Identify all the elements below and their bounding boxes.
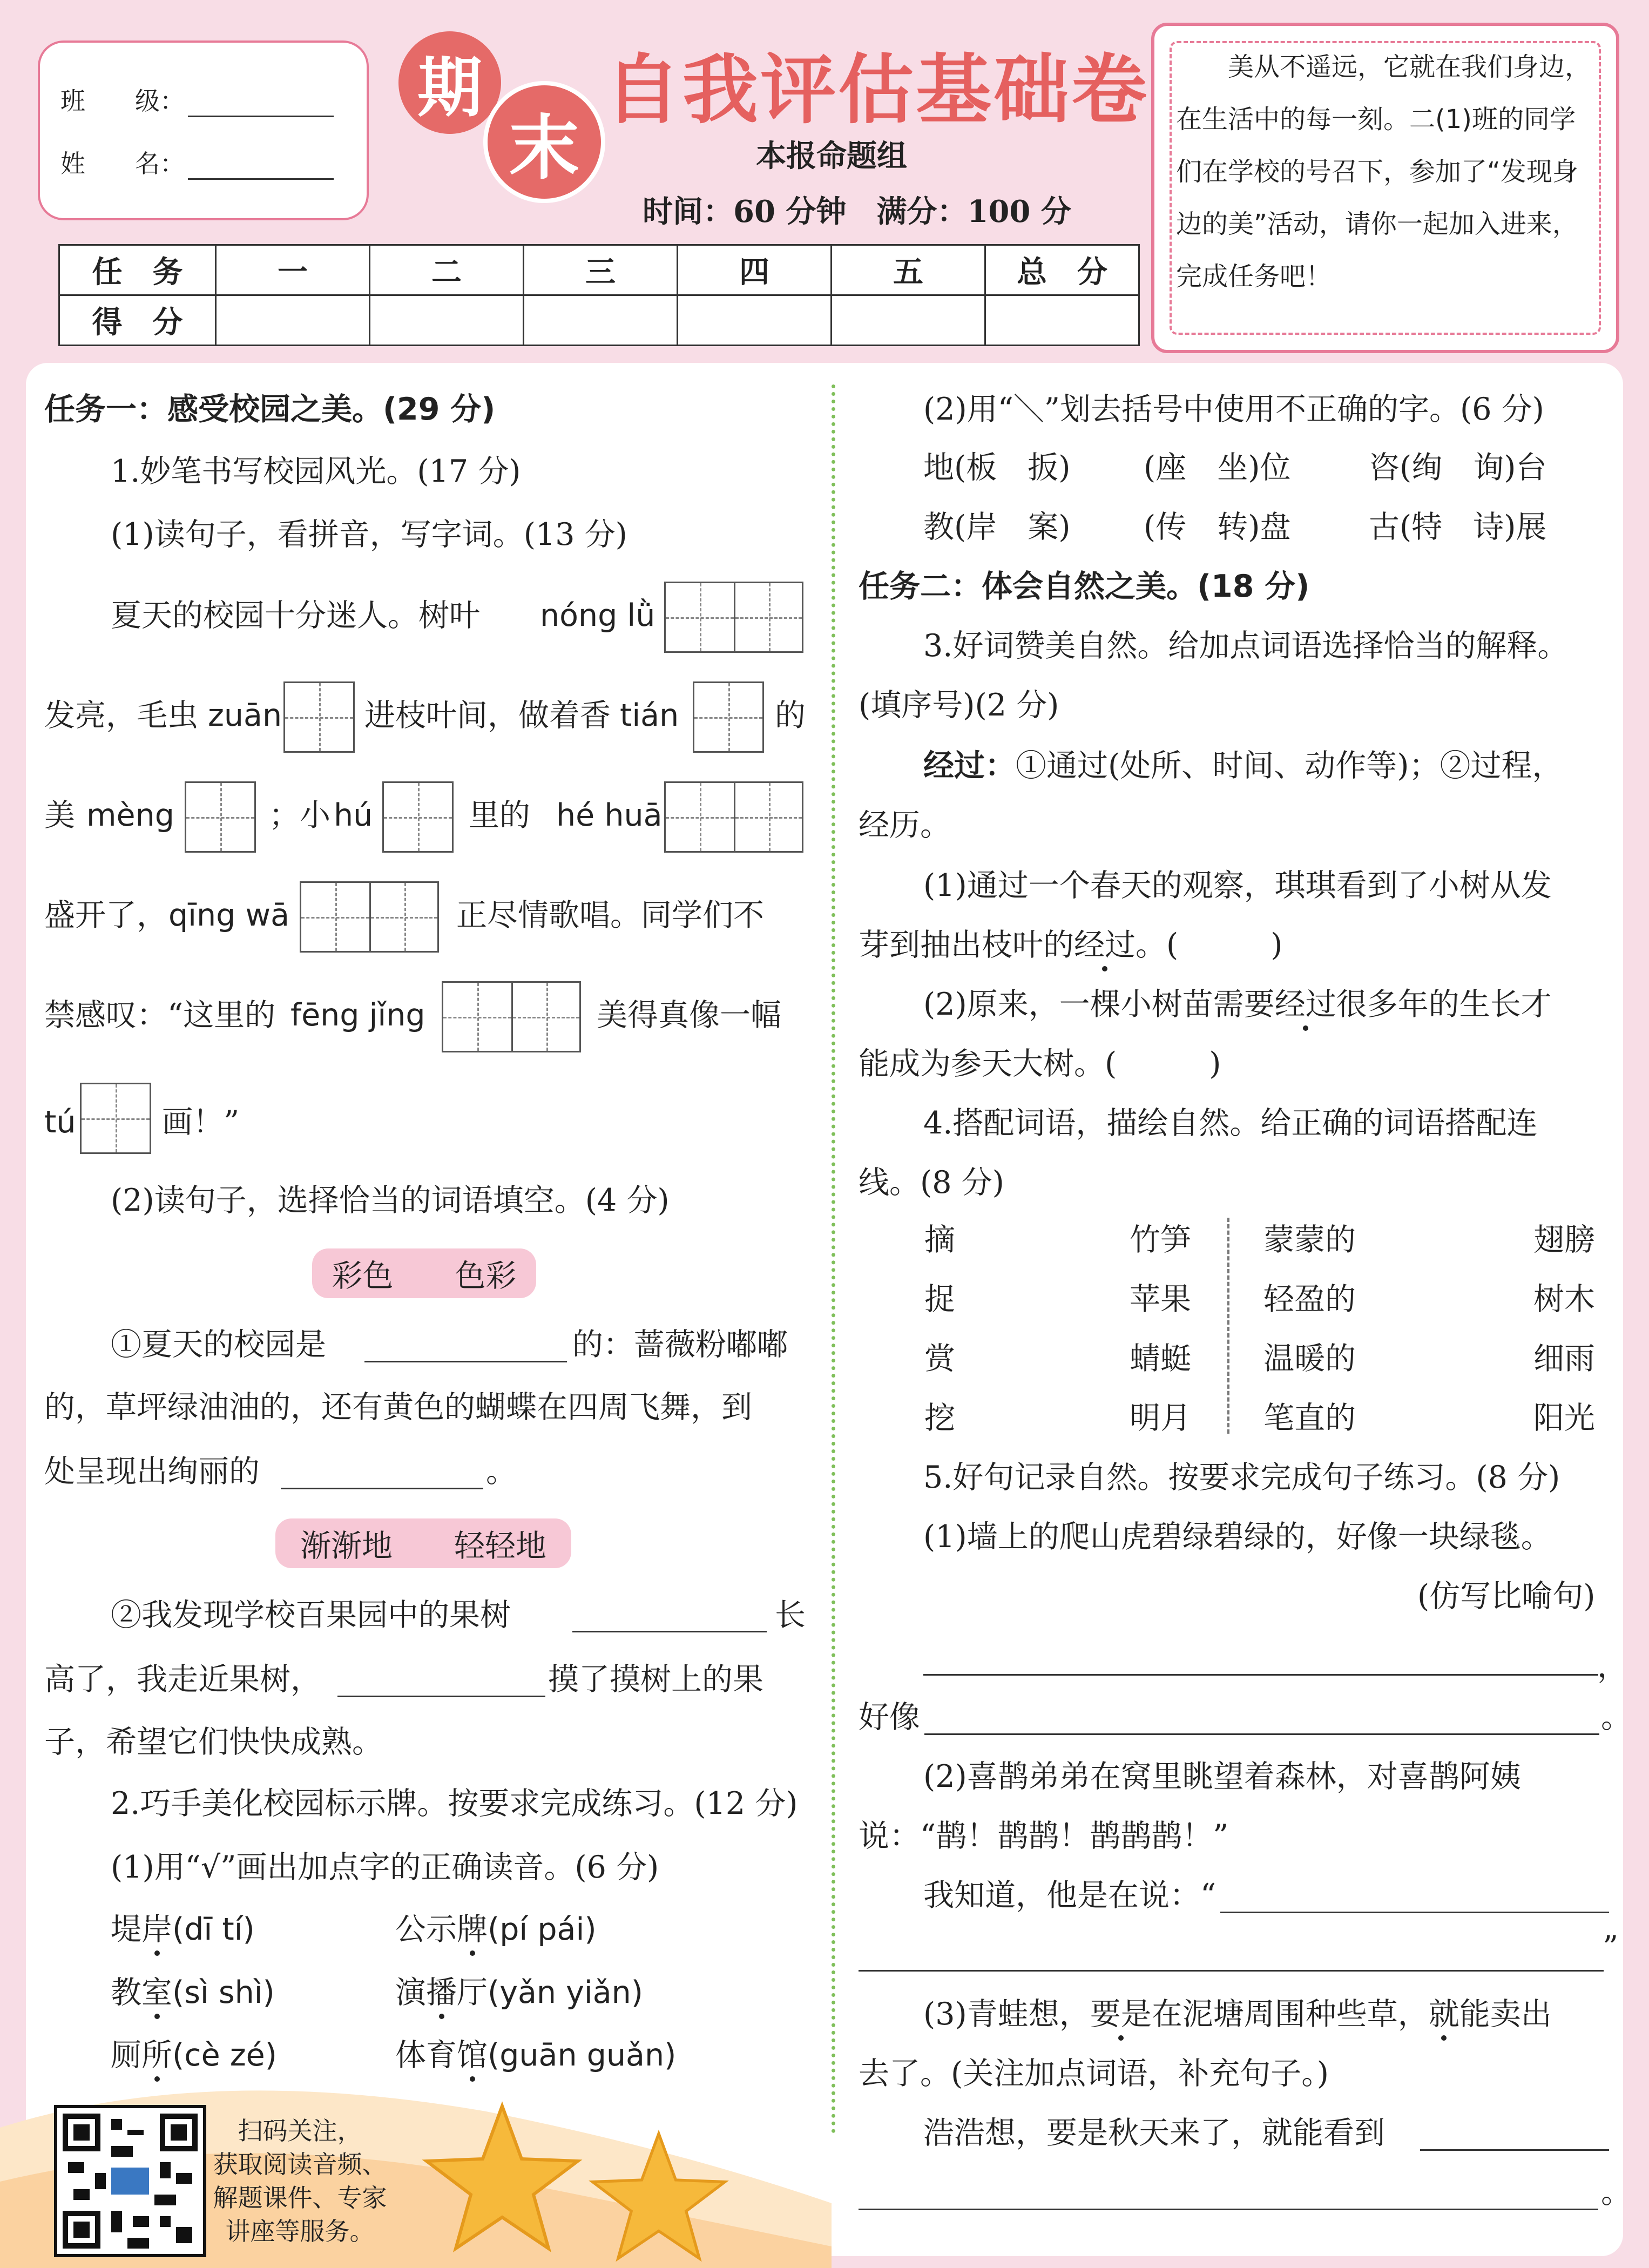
task2-heading: 任务二：体会自然之美。(18 分) — [859, 569, 1310, 604]
pinyin-text: 夏天的校园十分迷人。树叶 — [111, 598, 480, 633]
score-input[interactable] — [524, 295, 678, 346]
match-word[interactable]: 细雨 — [1533, 1341, 1595, 1376]
char-choice[interactable]: 教(岸 案) — [923, 509, 1071, 545]
answer-line[interactable] — [859, 1970, 1604, 1972]
reading-pinyin[interactable]: (pí pái) — [488, 1912, 597, 1947]
pinyin-tu: tú — [44, 1104, 76, 1140]
reading-item — [111, 2037, 277, 2073]
dotted-char: 播 — [426, 1975, 457, 2010]
column-divider — [832, 384, 835, 2134]
pinyin-hu: hú — [334, 798, 373, 833]
fill-blank[interactable] — [281, 1488, 483, 1489]
q2-1-heading: (1)用“√”画出加点字的正确读音。(6 分) — [111, 1850, 659, 1885]
pinyin-text: ；小 — [269, 798, 330, 833]
q5-heading: 5.好句记录自然。按要求完成句子练习。(8 分) — [923, 1460, 1560, 1495]
dotted-char: 岸 — [141, 1912, 172, 1947]
q3-sentence — [923, 989, 1552, 1020]
definition — [923, 748, 1563, 784]
writing-grid[interactable] — [283, 681, 355, 753]
name-field[interactable] — [188, 157, 334, 180]
q3-sentence: (1)通过一个春天的观察，琪琪看到了小树从发 — [923, 868, 1552, 903]
definition-text: 经历。 — [859, 807, 951, 843]
reading-item — [395, 2037, 677, 2073]
match-word[interactable]: 挖 — [924, 1400, 955, 1436]
pinyin-hehua: hé huā — [556, 798, 663, 833]
q3-heading: 3.好词赞美自然。给加点词语选择恰当的解释。 — [923, 628, 1569, 664]
time-info: 时间：60 分钟 满分：100 分 — [643, 194, 1071, 230]
sentence-text: ②我发现学校百果园中的果树 — [111, 1597, 511, 1633]
title-circle-qi: 期 — [398, 31, 501, 134]
pinyin-tian: tián — [620, 698, 679, 733]
q2-heading: 2.巧手美化校园标示牌。按要求完成练习。(12 分) — [111, 1786, 798, 1821]
q1-heading: 1.妙笔书写校园风光。(17 分) — [111, 454, 521, 489]
match-word[interactable]: 摘 — [924, 1222, 955, 1258]
dotted-char: 馆 — [457, 2037, 488, 2073]
writing-grid[interactable] — [664, 582, 803, 653]
sentence-text: 子，希望它们快快成熟。 — [44, 1724, 383, 1760]
score-input[interactable] — [370, 295, 524, 346]
char-choice[interactable]: (座 坐)位 — [1144, 450, 1291, 485]
pinyin-meng: mèng — [86, 798, 174, 833]
sentence-text: 。 — [486, 1454, 517, 1489]
name-label: 姓 名： — [60, 149, 185, 178]
match-word[interactable]: 温暖的 — [1263, 1341, 1356, 1376]
char-choice[interactable]: 地(板 扳) — [923, 450, 1071, 485]
pinyin-nonglv: nóng lǜ — [540, 598, 655, 633]
score-cell: 任 务 — [59, 245, 216, 295]
reading-item — [111, 1977, 275, 2008]
q3-text: 芽到抽出枝叶的 — [859, 927, 1074, 963]
q5-3-text: (3)青蛙想， — [923, 1996, 1090, 2032]
dotted-word: 经过 — [1274, 987, 1336, 1022]
sentence-text: ①夏天的校园是 — [111, 1327, 326, 1362]
char-choice[interactable]: 古(特 诗)展 — [1369, 509, 1547, 545]
score-cell: 二 — [370, 245, 524, 295]
star-icon — [416, 2095, 589, 2257]
q3-sentence — [859, 927, 1283, 963]
score-cell: 四 — [678, 245, 832, 295]
score-table-header-row — [59, 245, 1139, 295]
answer-line[interactable] — [859, 2209, 1598, 2210]
answer-line[interactable] — [924, 1733, 1599, 1735]
reading-item — [395, 1914, 597, 1945]
match-word[interactable]: 竹笋 — [1130, 1222, 1191, 1258]
reading-char: 厅 — [457, 1975, 488, 2010]
match-word[interactable]: 捉 — [924, 1281, 955, 1317]
dotted-char: 所 — [141, 2037, 172, 2073]
definition-label: 经过： — [923, 748, 1016, 784]
dotted-word: 经过 — [1074, 927, 1136, 963]
q5-3-sentence: 去了。(关注加点词语，补充句子。) — [859, 2056, 1329, 2091]
writing-grid[interactable] — [442, 981, 581, 1052]
q3-text: 很多年的生长才 — [1336, 987, 1552, 1022]
task1-heading: 任务一：感受校园之美。(29 分) — [44, 392, 496, 427]
match-word[interactable]: 翅膀 — [1533, 1222, 1595, 1258]
q2-2-heading: (2)用“＼”划去括号中使用不正确的字。(6 分) — [923, 392, 1544, 427]
fill-blank[interactable] — [572, 1631, 767, 1632]
answer-line[interactable] — [1220, 1912, 1609, 1913]
score-cell: 总 分 — [985, 245, 1139, 295]
sentence-text: 的：蔷薇粉嘟嘟 — [572, 1327, 788, 1362]
name-row — [60, 144, 334, 180]
punctuation: ， — [1597, 1649, 1628, 1684]
q5-2-prompt: 我知道，他是在说：“ — [923, 1878, 1217, 1913]
title-circle-mo: 末 — [483, 81, 605, 203]
match-word[interactable]: 阳光 — [1533, 1400, 1595, 1436]
match-word[interactable]: 笔直的 — [1263, 1400, 1356, 1436]
q5-2-sentence: 说：“鹊！鹊鹊！鹊鹊鹊！” — [859, 1818, 1229, 1854]
reading-item — [111, 1914, 255, 1945]
pinyin-text: 美得真像一幅 — [597, 997, 781, 1033]
reading-char: 教 — [111, 1975, 141, 2010]
pinyin-fengjing: fēng jǐng — [290, 997, 425, 1033]
q3-text: (2)原来，一棵小树苗需要 — [923, 987, 1275, 1022]
reading-char: 演 — [395, 1975, 426, 2010]
pinyin-text: 禁感叹：“这里的 — [44, 997, 276, 1033]
writing-grid[interactable] — [693, 681, 764, 753]
haoxiang-label: 好像 — [859, 1699, 920, 1735]
dotted-char: 室 — [141, 1975, 172, 2010]
word-choice-pill: 渐渐地 轻轻地 — [275, 1518, 571, 1568]
score-input[interactable] — [678, 295, 832, 346]
writing-grid[interactable] — [664, 781, 803, 853]
writing-grid[interactable] — [382, 781, 454, 853]
definition-text: ①通过(处所、时间、动作等)；②过程， — [1016, 748, 1563, 784]
char-choice[interactable]: 咨(绚 询)台 — [1369, 450, 1547, 485]
pinyin-text: 的 — [775, 698, 806, 733]
score-table — [58, 244, 1140, 346]
pinyin-zuan: zuān — [208, 698, 282, 733]
sentence-text: 长 — [775, 1597, 806, 1633]
match-word[interactable]: 轻盈的 — [1263, 1281, 1356, 1317]
q1-1-heading: (1)读句子，看拼音，写字词。(13 分) — [111, 517, 627, 552]
punctuation: 。 — [1601, 1699, 1632, 1735]
sentence-text: 高了，我走近果树， — [44, 1662, 321, 1697]
qr-caption-line: 获取阅读音频、 — [213, 2150, 387, 2179]
writing-grid[interactable] — [80, 1083, 151, 1154]
q3-sentence[interactable]: 能成为参天大树。( ) — [859, 1046, 1221, 1082]
q5-1-sentence: (1)墙上的爬山虎碧绿碧绿的，好像一块绿毯。 — [923, 1519, 1552, 1555]
qr-caption — [212, 2114, 388, 2248]
match-word[interactable]: 树木 — [1533, 1281, 1595, 1317]
pinyin-text: 里的 — [469, 798, 530, 833]
star-icon — [583, 2122, 734, 2268]
class-field[interactable] — [188, 94, 334, 117]
q5-3-text: 能卖出 — [1459, 1996, 1552, 2032]
q5-3-text: 在泥塘周围种些草， — [1151, 1996, 1429, 2032]
qr-code-icon[interactable] — [54, 2105, 206, 2257]
q4-heading: 4.搭配词语，描绘自然。给正确的词语搭配连 — [923, 1105, 1538, 1141]
pinyin-qingwa: qīng wā — [168, 897, 289, 933]
score-input[interactable] — [985, 295, 1139, 346]
sentence-text: 的，草坪绿油油的，还有黄色的蝴蝶在四周飞舞，到 — [44, 1389, 752, 1425]
reading-pinyin[interactable]: (dī tí) — [172, 1912, 255, 1947]
dotted-word: 要是 — [1090, 1996, 1152, 2032]
match-word[interactable]: 赏 — [924, 1341, 955, 1376]
answer-line[interactable] — [923, 1674, 1598, 1676]
reading-char: 公示 — [395, 1912, 457, 1947]
qr-caption-line: 解题课件、专家 — [213, 2183, 387, 2212]
match-word[interactable]: 蒙蒙的 — [1263, 1222, 1356, 1258]
reading-item — [395, 1977, 643, 2008]
fill-blank[interactable] — [364, 1361, 567, 1362]
match-separator — [1227, 1218, 1229, 1434]
reading-pinyin[interactable]: (cè zé) — [172, 2037, 277, 2073]
page-title: 自我评估基础卷 — [605, 46, 1150, 134]
punctuation: 。 — [1601, 2175, 1632, 2210]
answer-paren[interactable]: 。( ) — [1136, 927, 1283, 963]
class-label: 班 级： — [60, 86, 185, 116]
editor-label: 本报命题组 — [756, 139, 907, 174]
score-cell: 五 — [832, 245, 985, 295]
student-info-box — [38, 40, 369, 220]
pinyin-text: 正尽情歌唱。同学们不 — [456, 897, 764, 933]
writing-grid[interactable] — [185, 781, 256, 853]
match-word[interactable]: 苹果 — [1130, 1281, 1191, 1317]
pinyin-text: 盛开了， — [44, 897, 167, 933]
qr-caption-line: 讲座等服务。 — [225, 2217, 375, 2246]
q5-1-requirement: (仿写比喻句) — [1417, 1578, 1596, 1614]
reading-char: 体育 — [395, 2037, 457, 2073]
word-choice-pill: 彩色 色彩 — [312, 1248, 536, 1298]
intro-note — [1151, 23, 1619, 353]
dotted-word: 就 — [1428, 1996, 1459, 2032]
match-word[interactable]: 蜻蜓 — [1130, 1341, 1191, 1376]
score-cell: 一 — [216, 245, 370, 295]
pinyin-text: 进枝叶间，做着香 — [364, 698, 611, 733]
q1-2-heading: (2)读句子，选择恰当的词语填空。(4 分) — [111, 1183, 670, 1218]
score-input[interactable] — [216, 295, 370, 346]
dotted-char: 牌 — [457, 1912, 488, 1947]
reading-pinyin[interactable]: (sì shì) — [172, 1975, 275, 2010]
answer-line[interactable] — [1420, 2149, 1609, 2151]
sentence-text: 摸了摸树上的果 — [548, 1662, 763, 1697]
fill-blank[interactable] — [337, 1696, 545, 1697]
q5-3-sentence — [923, 1996, 1552, 2032]
q3-heading-cont: (填序号)(2 分) — [859, 687, 1059, 723]
q4-heading-cont: 线。(8 分) — [859, 1165, 1004, 1200]
score-input[interactable] — [832, 295, 985, 346]
sentence-text: 处呈现出绚丽的 — [44, 1454, 260, 1489]
reading-char: 堤 — [111, 1912, 141, 1947]
reading-pinyin[interactable]: (guān guǎn) — [488, 2037, 677, 2073]
qr-caption-line: 扫码关注， — [238, 2116, 362, 2145]
punctuation: ” — [1603, 1929, 1619, 1965]
intro-text: 美从不遥远，它就在我们身边，在生活中的每一刻。二(1)班的同学们在学校的号召下，参加了“发现身边的美”活动，请你一起加入进来，完成任务吧！ — [1176, 52, 1591, 292]
match-word[interactable]: 明月 — [1130, 1400, 1191, 1436]
score-table-score-row — [59, 295, 1139, 346]
reading-char: 厕 — [111, 2037, 141, 2073]
q5-3-prompt: 浩浩想，要是秋天来了，就能看到 — [923, 2115, 1385, 2151]
writing-grid[interactable] — [300, 881, 439, 953]
pinyin-text: 画！” — [162, 1104, 240, 1140]
pinyin-text: 发亮，毛虫 — [44, 698, 198, 733]
class-row — [60, 82, 334, 117]
score-cell: 三 — [524, 245, 678, 295]
char-choice[interactable]: (传 转)盘 — [1144, 509, 1291, 545]
q5-2-sentence: (2)喜鹊弟弟在窝里眺望着森林，对喜鹊阿姨 — [923, 1759, 1521, 1794]
reading-pinyin[interactable]: (yǎn yiǎn) — [488, 1975, 644, 2010]
pinyin-text: 美 — [44, 798, 75, 833]
score-row-label: 得 分 — [59, 295, 216, 346]
